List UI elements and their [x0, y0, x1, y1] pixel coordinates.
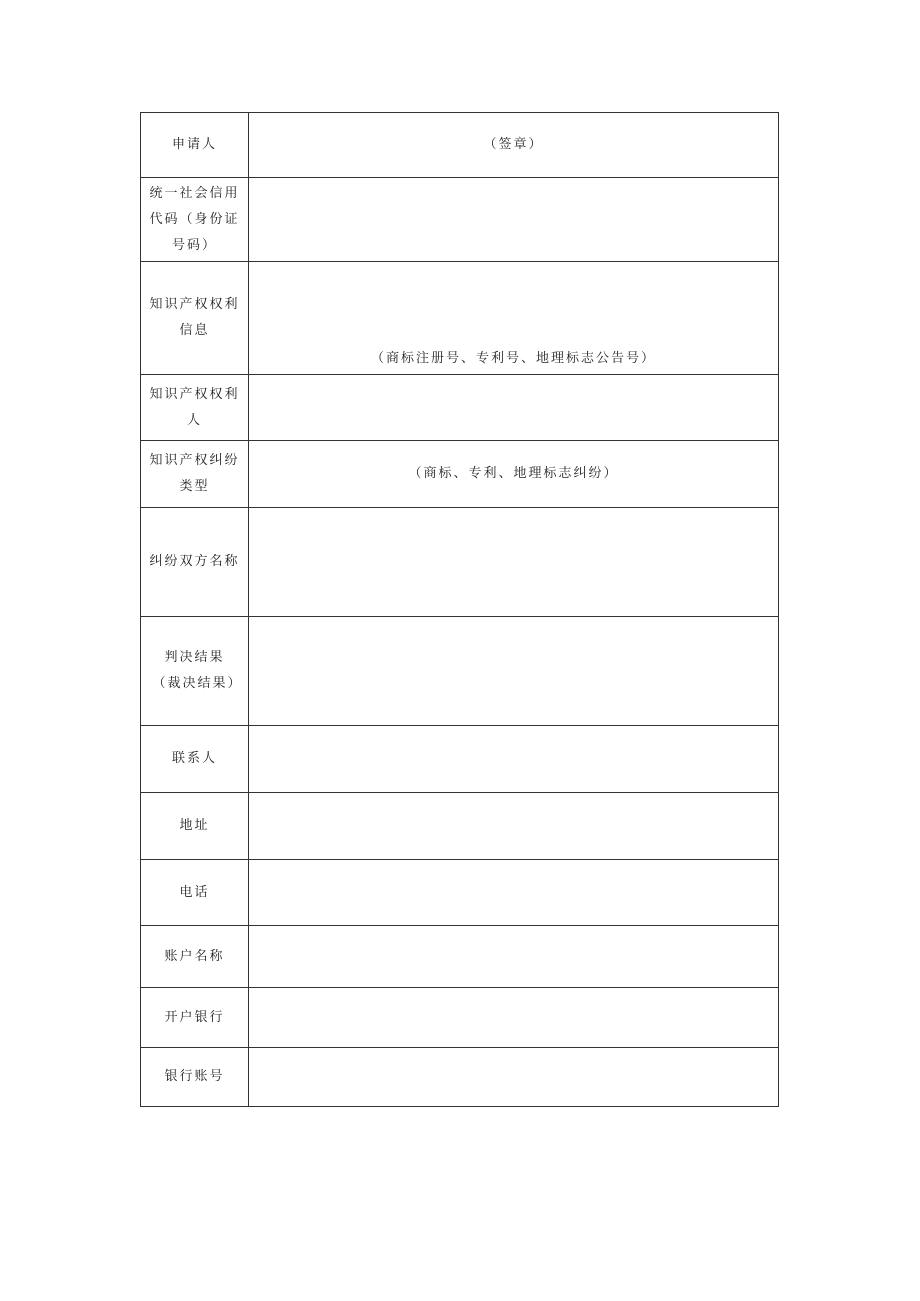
field-ip-holder[interactable] — [249, 375, 779, 441]
label-credit-code: 统一社会信用代码（身份证号码） — [141, 178, 249, 262]
row-account-number — [141, 1048, 779, 1107]
label-ip-info: 知识产权权利信息 — [141, 262, 249, 375]
label-dispute-parties: 纠纷双方名称 — [141, 508, 249, 617]
field-judgment[interactable] — [249, 617, 779, 726]
note-dispute-types: （商标、专利、地理标志纠纷） — [408, 466, 619, 481]
label-address: 地址 — [141, 793, 249, 860]
row-dispute-parties — [141, 508, 779, 617]
row-credit-code — [141, 178, 779, 262]
label-account-number: 银行账号 — [141, 1048, 249, 1107]
label-phone: 电话 — [141, 860, 249, 926]
label-judgment: 判决结果（裁决结果） — [141, 617, 249, 726]
row-contact — [141, 726, 779, 793]
row-applicant — [141, 113, 779, 178]
field-account-name[interactable] — [249, 926, 779, 988]
field-contact[interactable] — [249, 726, 779, 793]
row-bank — [141, 988, 779, 1048]
field-ip-info[interactable] — [249, 262, 779, 375]
field-dispute-parties[interactable] — [249, 508, 779, 617]
field-account-number[interactable] — [249, 1048, 779, 1107]
note-ip-numbers: （商标注册号、专利号、地理标志公告号） — [370, 351, 656, 366]
row-phone — [141, 860, 779, 926]
field-applicant[interactable] — [249, 113, 779, 178]
field-bank[interactable] — [249, 988, 779, 1048]
label-dispute-type: 知识产权纠纷类型 — [141, 441, 249, 508]
field-address[interactable] — [249, 793, 779, 860]
label-bank: 开户银行 — [141, 988, 249, 1048]
row-ip-holder — [141, 375, 779, 441]
label-contact: 联系人 — [141, 726, 249, 793]
row-ip-info — [141, 262, 779, 375]
label-account-name: 账户名称 — [141, 926, 249, 988]
row-judgment — [141, 617, 779, 726]
field-phone[interactable] — [249, 860, 779, 926]
row-address — [141, 793, 779, 860]
field-credit-code[interactable] — [249, 178, 779, 262]
row-account-name — [141, 926, 779, 988]
field-dispute-type[interactable] — [249, 441, 779, 508]
application-form-table — [140, 112, 779, 1107]
label-applicant: 申请人 — [141, 113, 249, 178]
label-ip-holder: 知识产权权利人 — [141, 375, 249, 441]
note-seal: （签章） — [483, 137, 544, 152]
row-dispute-type — [141, 441, 779, 508]
